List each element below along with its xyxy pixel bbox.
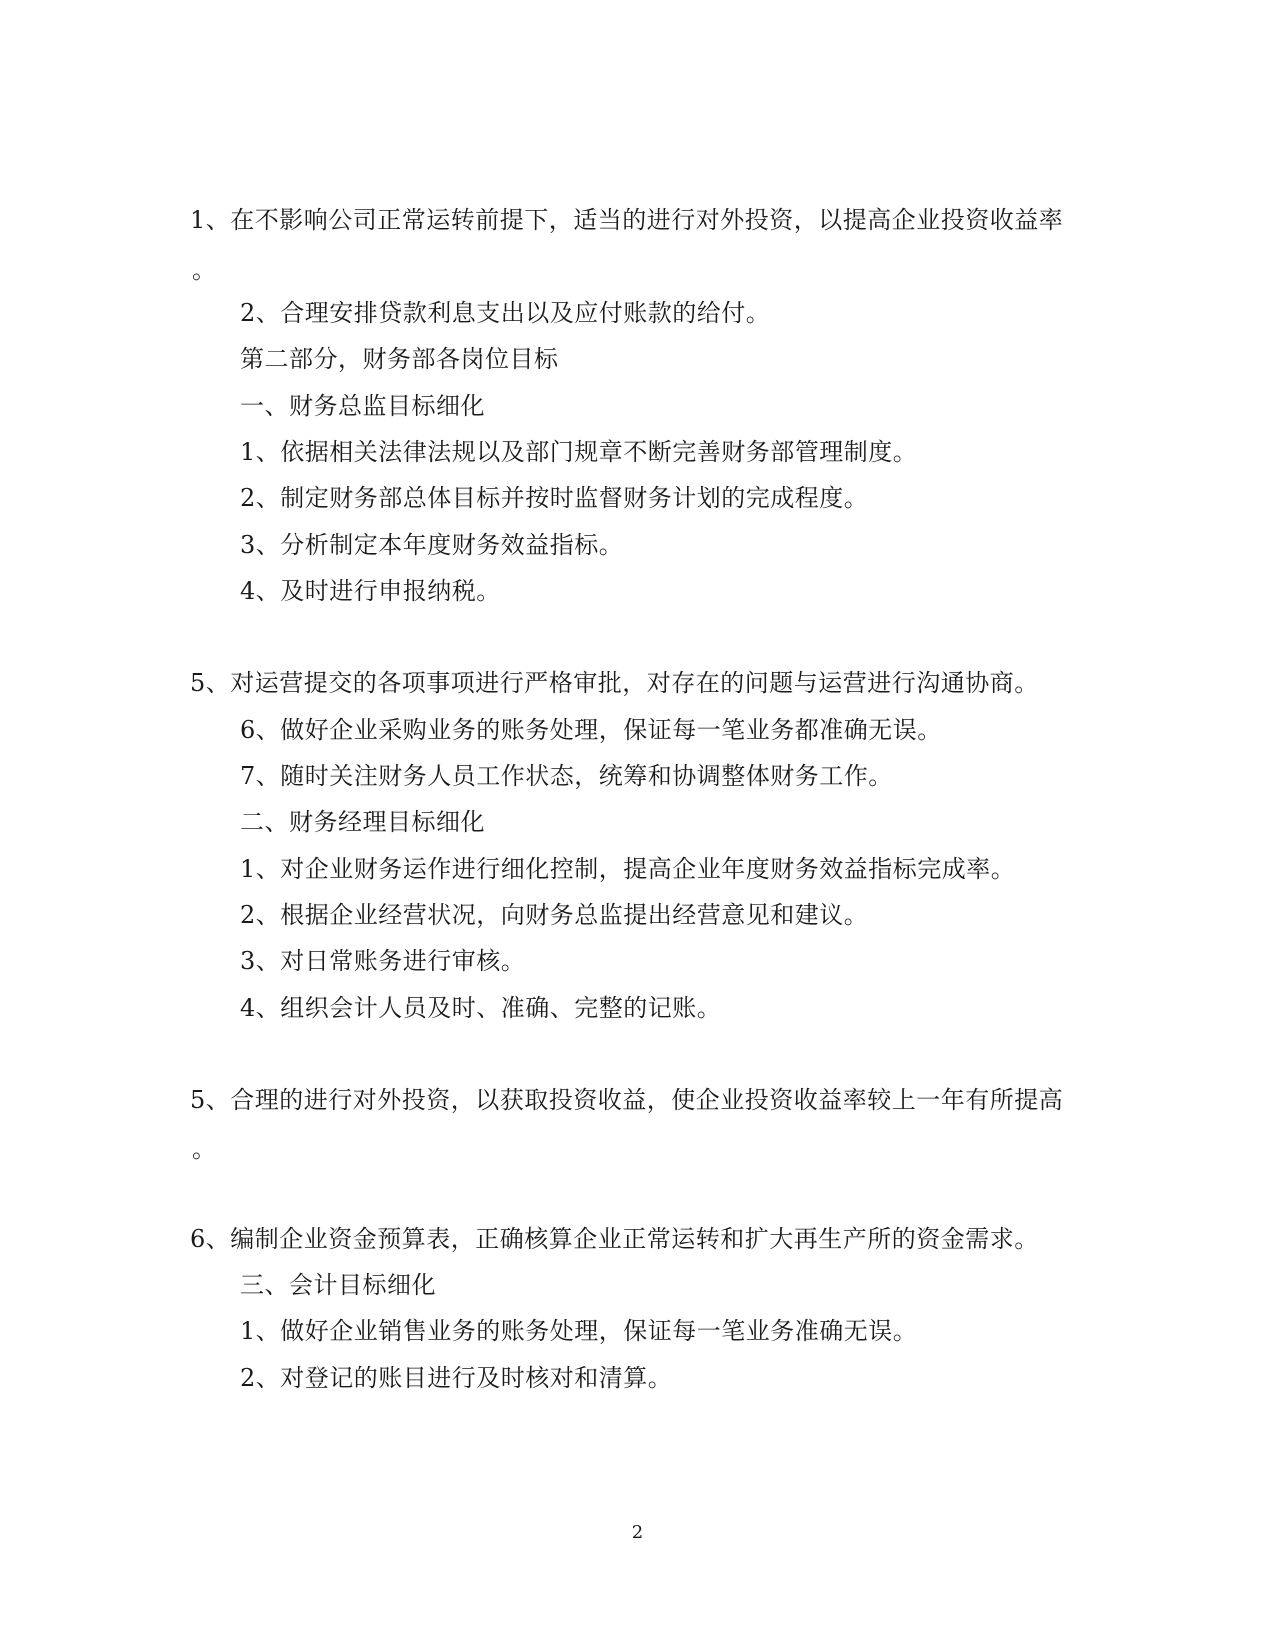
paragraph-line: 。 xyxy=(192,256,217,284)
list-item: 6、编制企业资金预算表，正确核算企业正常运转和扩大再生产所的资金需求。 xyxy=(190,1225,1039,1253)
list-item: 7、随时关注财务人员工作状态，统筹和协调整体财务工作。 xyxy=(240,762,893,790)
page-number: 2 xyxy=(631,1522,644,1543)
list-item: 3、分析制定本年度财务效益指标。 xyxy=(240,531,624,559)
list-item: 2、根据企业经营状况，向财务总监提出经营意见和建议。 xyxy=(240,901,869,929)
list-item: 5、合理的进行对外投资，以获取投资收益，使企业投资收益率较上一年有所提高 xyxy=(190,1086,1064,1114)
list-item: 6、做好企业采购业务的账务处理，保证每一笔业务都准确无误。 xyxy=(240,716,942,744)
list-item: 5、对运营提交的各项事项进行严格审批，对存在的问题与运营进行沟通协商。 xyxy=(190,669,1039,697)
list-item: 2、制定财务部总体目标并按时监督财务计划的完成程度。 xyxy=(240,484,869,512)
subsection-heading: 二、财务经理目标细化 xyxy=(240,808,485,836)
subsection-heading: 一、财务总监目标细化 xyxy=(240,392,485,420)
list-item: 4、及时进行申报纳税。 xyxy=(240,577,501,605)
list-item: 1、做好企业销售业务的账务处理，保证每一笔业务准确无误。 xyxy=(240,1317,918,1345)
paragraph-line: 1、在不影响公司正常运转前提下，适当的进行对外投资，以提高企业投资收益率 xyxy=(190,206,1064,234)
list-item: 1、依据相关法律法规以及部门规章不断完善财务部管理制度。 xyxy=(240,438,918,466)
list-item: 2、对登记的账目进行及时核对和清算。 xyxy=(240,1364,673,1392)
paragraph-line: 2、合理安排贷款利息支出以及应付账款的给付。 xyxy=(240,299,771,327)
section-heading: 第二部分，财务部各岗位目标 xyxy=(240,345,559,373)
list-item: 1、对企业财务运作进行细化控制，提高企业年度财务效益指标完成率。 xyxy=(240,855,1016,883)
subsection-heading: 三、会计目标细化 xyxy=(240,1271,436,1299)
list-item: 3、对日常账务进行审核。 xyxy=(240,947,526,975)
list-item: 4、组织会计人员及时、准确、完整的记账。 xyxy=(240,994,722,1022)
paragraph-line: 。 xyxy=(192,1135,217,1163)
